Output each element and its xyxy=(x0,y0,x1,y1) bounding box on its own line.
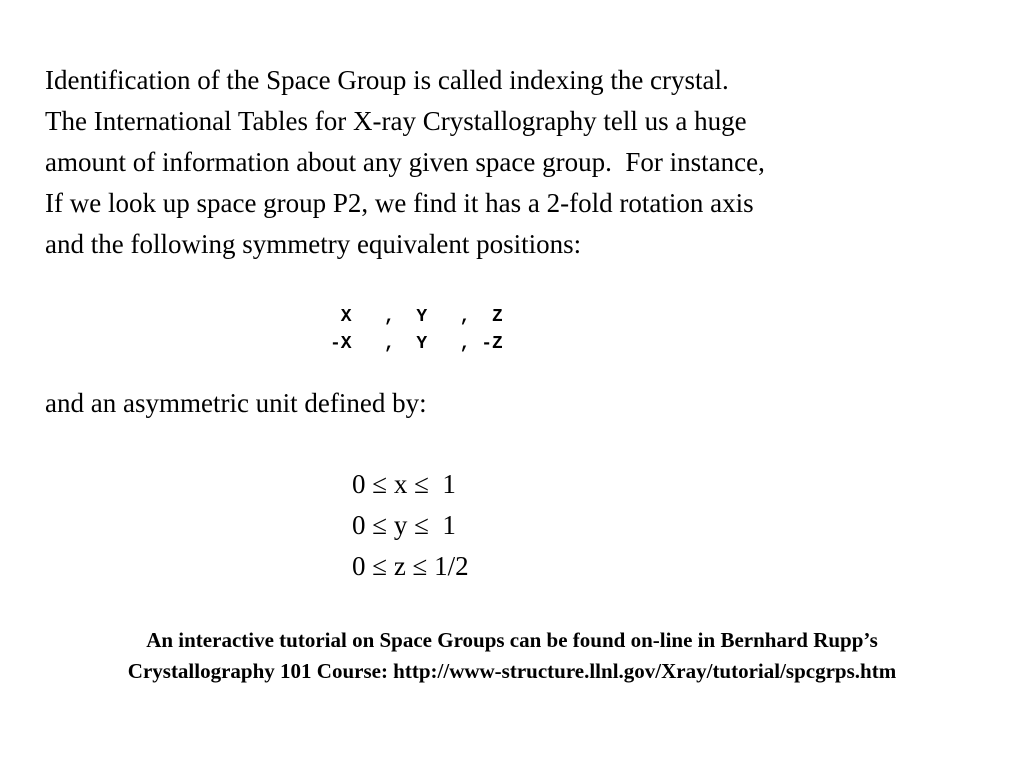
tutorial-footnote xyxy=(0,625,1024,687)
symmetry-position-row: X , Y , Z xyxy=(330,307,503,327)
intro-line: If we look up space group P2, we find it has a 2-fold rotation axis xyxy=(45,188,754,218)
footnote-line: Crystallography 101 Course: http://www-structure.llnl.gov/Xray/tutorial/spcgrps.htm xyxy=(127,659,897,683)
symmetry-position-row: -X , Y , -Z xyxy=(330,334,503,354)
symmetry-equivalent-positions xyxy=(330,304,503,358)
intro-line: and the following symmetry equivalent positions: xyxy=(45,229,582,259)
range-row: 0 ≤ z ≤ 1/2 xyxy=(352,551,469,581)
intro-line: Identification of the Space Group is called indexing the crystal. xyxy=(45,65,729,95)
intro-line: amount of information about any given space group. For instance, xyxy=(45,147,765,177)
asymmetric-unit-heading: and an asymmetric unit defined by: xyxy=(45,388,427,418)
asymmetric-unit-ranges xyxy=(352,464,469,587)
range-row: 0 ≤ x ≤ 1 xyxy=(352,469,456,499)
intro-line: The International Tables for X-ray Crystallography tell us a huge xyxy=(45,106,747,136)
intro-paragraph xyxy=(45,60,1005,265)
footnote-line: An interactive tutorial on Space Groups can be found on-line in Bernhard Rupp’s xyxy=(146,628,878,652)
range-row: 0 ≤ y ≤ 1 xyxy=(352,510,456,540)
